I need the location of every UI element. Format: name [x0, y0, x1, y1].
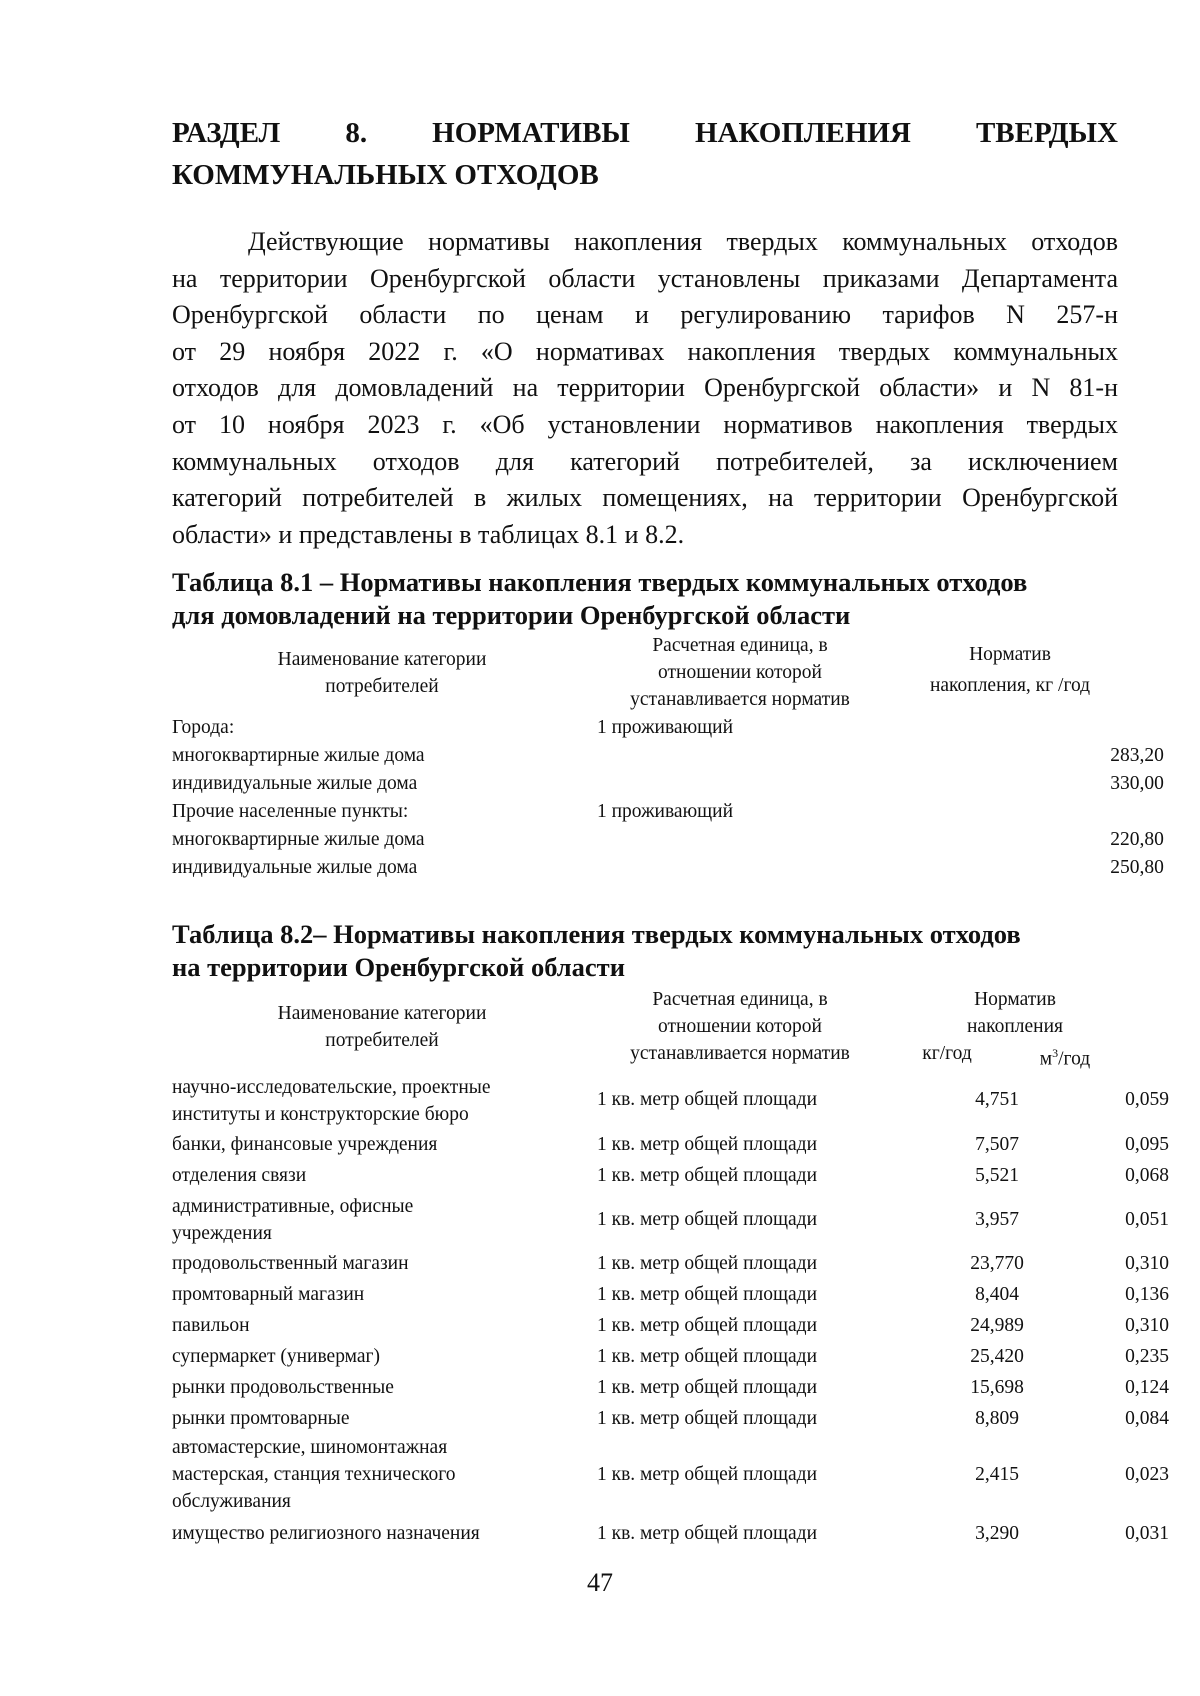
table-8-1-caption — [172, 566, 1118, 632]
row-category — [172, 1434, 572, 1515]
row-m3: 0,051 — [1125, 1209, 1169, 1230]
row-category — [172, 1193, 572, 1247]
row-m3: 0,235 — [1125, 1346, 1169, 1367]
row-value: 250,80 — [1110, 857, 1164, 878]
caption-line: Таблица 8.2– Нормативы накопления твердых коммунальных отходов — [172, 919, 1021, 949]
row-category-line: обслуживания — [172, 1491, 291, 1512]
header-text: устанавливается норматив — [630, 689, 850, 710]
table-row — [172, 1250, 1169, 1280]
paragraph-line: на территории Оренбургской области установлены приказами Департамента — [172, 263, 1118, 293]
table-row — [172, 714, 1118, 742]
paragraph-line: от 29 ноября 2022 г. «О нормативах накопления твердых коммунальных — [172, 336, 1118, 366]
paragraph-line: области» и представлены в таблицах 8.1 и 8.2. — [172, 519, 685, 549]
header-norm — [895, 641, 1125, 699]
row-category-line: административные, офисные — [172, 1196, 414, 1217]
row-category — [172, 1074, 572, 1128]
row-m3: 0,310 — [1125, 1253, 1169, 1274]
header-text: потребителей — [325, 1030, 439, 1051]
header-category — [172, 1000, 592, 1054]
header-kg: кг/год — [922, 1043, 972, 1064]
row-category-line: автомастерские, шиномонтажная — [172, 1437, 448, 1458]
row-category-line: институты и конструкторские бюро — [172, 1104, 469, 1125]
table-row — [172, 1374, 1169, 1404]
row-category: супермаркет (универмаг) — [172, 1346, 381, 1367]
row-category: павильон — [172, 1315, 250, 1336]
section-title — [172, 112, 1118, 196]
section-title-word: 8. — [345, 117, 368, 149]
row-m3: 0,124 — [1125, 1377, 1169, 1398]
row-category: продовольственный магазин — [172, 1253, 409, 1274]
header-text: Норматив — [974, 989, 1056, 1010]
table-row — [172, 1405, 1169, 1435]
row-category: рынки продовольственные — [172, 1377, 394, 1398]
row-unit: 1 кв. метр общей площади — [597, 1284, 818, 1305]
table-row — [172, 854, 1164, 882]
row-category-line: мастерская, станция технического — [172, 1464, 456, 1485]
row-unit: 1 кв. метр общей площади — [597, 1315, 818, 1336]
row-category: банки, финансовые учреждения — [172, 1134, 438, 1155]
table-row — [172, 1281, 1169, 1311]
paragraph-line: Оренбургской области по ценам и регулированию тарифов N 257-н — [172, 300, 1118, 330]
table-row — [172, 1162, 1169, 1192]
header-text: накопления, кг /год — [929, 675, 1091, 696]
intro-paragraph — [172, 224, 1118, 553]
header-m3 — [1020, 1040, 1110, 1073]
row-m3: 0,068 — [1125, 1165, 1169, 1186]
header-text: устанавливается норматив — [630, 1043, 850, 1064]
row-kg: 4,751 — [975, 1089, 1019, 1110]
caption-line: на территории Оренбургской области — [172, 952, 625, 982]
section-title-word: НОРМАТИВЫ — [432, 117, 630, 149]
row-category: имущество религиозного назначения — [172, 1523, 480, 1544]
table-row — [172, 826, 1164, 854]
row-unit: 1 проживающий — [597, 801, 734, 822]
table-row — [172, 1434, 1169, 1516]
row-kg: 2,415 — [975, 1464, 1019, 1485]
header-text: Расчетная единица, в — [652, 635, 828, 656]
header-text: накопления — [967, 1016, 1063, 1037]
row-m3: 0,059 — [1125, 1089, 1169, 1110]
header-text: м — [1039, 1048, 1053, 1070]
row-category: Города: — [172, 717, 235, 738]
section-title-line-2: КОММУНАЛЬНЫХ ОТХОДОВ — [172, 159, 599, 191]
section-title-line-1 — [172, 112, 1118, 154]
row-category: индивидуальные жилые дома — [172, 857, 418, 878]
row-category: многоквартирные жилые дома — [172, 829, 425, 850]
row-kg: 8,809 — [975, 1408, 1019, 1429]
row-category: промтоварный магазин — [172, 1284, 365, 1305]
row-kg: 3,957 — [975, 1209, 1019, 1230]
table-row — [172, 1193, 1169, 1249]
caption-line: Таблица 8.1 – Нормативы накопления твердых коммунальных отходов — [172, 567, 1028, 597]
paragraph-line: категорий потребителей в жилых помещениях, на территории Оренбургской — [172, 483, 1118, 513]
row-m3: 0,310 — [1125, 1315, 1169, 1336]
table-row — [172, 798, 1118, 826]
row-unit: 1 кв. метр общей площади — [597, 1209, 818, 1230]
header-category — [172, 646, 592, 700]
row-m3: 0,136 — [1125, 1284, 1169, 1305]
row-m3: 0,084 — [1125, 1408, 1169, 1429]
section-title-word: РАЗДЕЛ — [172, 117, 281, 149]
row-category: отделения связи — [172, 1165, 307, 1186]
header-norm — [900, 986, 1130, 1040]
row-value: 220,80 — [1110, 829, 1164, 850]
row-kg: 23,770 — [970, 1253, 1024, 1274]
table-row — [172, 770, 1164, 798]
header-text: отношении которой — [658, 1016, 822, 1037]
row-unit: 1 кв. метр общей площади — [597, 1165, 818, 1186]
section-title-word: НАКОПЛЕНИЯ — [694, 117, 911, 149]
table-row — [172, 1312, 1169, 1342]
row-unit: 1 кв. метр общей площади — [597, 1089, 818, 1110]
header-text: Норматив — [969, 644, 1051, 665]
table-row — [172, 1343, 1169, 1373]
row-unit: 1 кв. метр общей площади — [597, 1464, 818, 1485]
row-category: рынки промтоварные — [172, 1408, 350, 1429]
row-unit: 1 кв. метр общей площади — [597, 1408, 818, 1429]
row-value: 283,20 — [1110, 745, 1164, 766]
row-m3: 0,095 — [1125, 1134, 1169, 1155]
header-text: /год — [1058, 1048, 1091, 1070]
header-text: Наименование категории — [277, 649, 487, 670]
paragraph-line: коммунальных отходов для категорий потребителей, за исключением — [172, 446, 1118, 476]
paragraph-line: Действующие нормативы накопления твердых коммунальных отходов — [248, 227, 1118, 256]
row-unit: 1 кв. метр общей площади — [597, 1523, 818, 1544]
row-unit: 1 кв. метр общей площади — [597, 1253, 818, 1274]
header-text: потребителей — [325, 676, 439, 697]
table-row — [172, 1131, 1169, 1161]
page-number: 47 — [587, 1568, 613, 1597]
row-category: индивидуальные жилые дома — [172, 773, 418, 794]
header-unit — [590, 986, 890, 1067]
row-kg: 7,507 — [975, 1134, 1019, 1155]
header-text: отношении которой — [658, 662, 822, 683]
row-kg: 3,290 — [975, 1523, 1019, 1544]
row-kg: 24,989 — [970, 1315, 1024, 1336]
section-title-word: ТВЕРДЫХ — [975, 117, 1118, 149]
row-category: Прочие населенные пункты: — [172, 801, 409, 822]
table-row — [172, 1520, 1169, 1550]
row-unit: 1 кв. метр общей площади — [597, 1377, 818, 1398]
row-kg: 5,521 — [975, 1165, 1019, 1186]
paragraph-line: отходов для домовладений на территории Оренбургской области» и N 81-н — [172, 373, 1118, 403]
header-text: Расчетная единица, в — [652, 989, 828, 1010]
row-kg: 25,420 — [970, 1346, 1024, 1367]
row-kg: 15,698 — [970, 1377, 1024, 1398]
caption-line: для домовладений на территории Оренбургской области — [172, 600, 851, 630]
row-value: 330,00 — [1110, 773, 1164, 794]
header-superscript: 3 — [1052, 1046, 1059, 1060]
row-category: многоквартирные жилые дома — [172, 745, 425, 766]
paragraph-line: от 10 ноября 2023 г. «Об установлении нормативов накопления твердых — [172, 409, 1118, 439]
table-8-2-caption — [172, 918, 1118, 984]
header-unit — [590, 632, 890, 713]
row-category-line: научно-исследовательские, проектные — [172, 1077, 491, 1098]
row-unit: 1 проживающий — [597, 717, 734, 738]
row-kg: 8,404 — [975, 1284, 1019, 1305]
header-text: Наименование категории — [277, 1003, 487, 1024]
row-m3: 0,023 — [1125, 1464, 1169, 1485]
row-unit: 1 кв. метр общей площади — [597, 1134, 818, 1155]
row-m3: 0,031 — [1125, 1523, 1169, 1544]
table-row — [172, 1074, 1169, 1130]
row-category-line: учреждения — [172, 1223, 272, 1244]
row-unit: 1 кв. метр общей площади — [597, 1346, 818, 1367]
table-row — [172, 742, 1164, 770]
